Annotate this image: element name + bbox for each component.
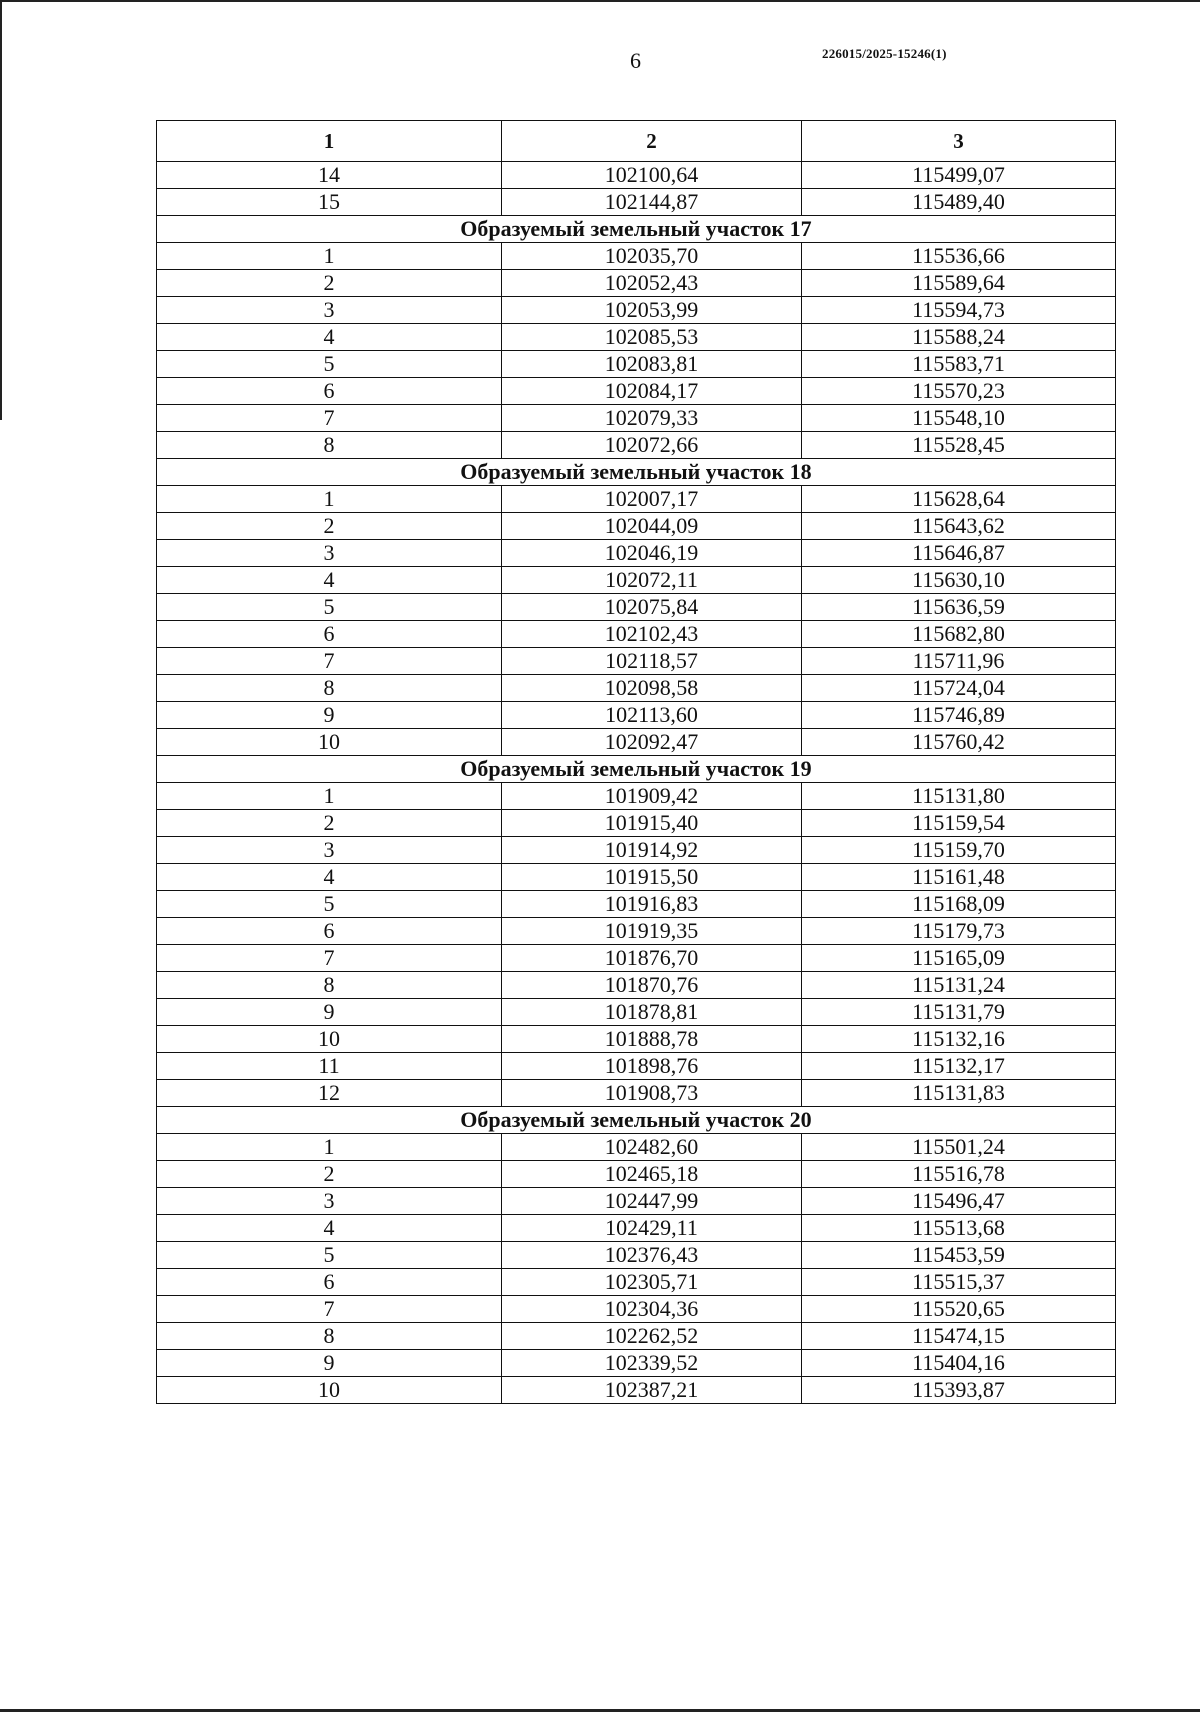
table-row <box>157 1269 1116 1296</box>
table-row <box>157 702 1116 729</box>
y-coordinate-cell: 115159,70 <box>802 837 1116 864</box>
point-number-cell: 7 <box>157 648 502 675</box>
y-coordinate-cell: 115499,07 <box>802 162 1116 189</box>
table-row <box>157 972 1116 999</box>
table-row <box>157 162 1116 189</box>
x-coordinate-cell: 101870,76 <box>502 972 802 999</box>
table-row <box>157 999 1116 1026</box>
section-row <box>157 1107 1116 1134</box>
point-number-cell: 5 <box>157 351 502 378</box>
x-coordinate-cell: 102072,66 <box>502 432 802 459</box>
y-coordinate-cell: 115131,79 <box>802 999 1116 1026</box>
table-row <box>157 594 1116 621</box>
y-coordinate-cell: 115179,73 <box>802 918 1116 945</box>
x-coordinate-cell: 102092,47 <box>502 729 802 756</box>
point-number-cell: 8 <box>157 1323 502 1350</box>
x-coordinate-cell: 102262,52 <box>502 1323 802 1350</box>
table-row <box>157 621 1116 648</box>
x-coordinate-cell: 102052,43 <box>502 270 802 297</box>
y-coordinate-cell: 115630,10 <box>802 567 1116 594</box>
table-row <box>157 405 1116 432</box>
y-coordinate-cell: 115131,83 <box>802 1080 1116 1107</box>
x-coordinate-cell: 102102,43 <box>502 621 802 648</box>
x-coordinate-cell: 102046,19 <box>502 540 802 567</box>
page-bottom-edge <box>0 1709 1200 1712</box>
table-row <box>157 864 1116 891</box>
y-coordinate-cell: 115636,59 <box>802 594 1116 621</box>
point-number-cell: 8 <box>157 972 502 999</box>
y-coordinate-cell: 115583,71 <box>802 351 1116 378</box>
table-row <box>157 1323 1116 1350</box>
page-top-edge <box>0 0 1200 2</box>
y-coordinate-cell: 115548,10 <box>802 405 1116 432</box>
point-number-cell: 6 <box>157 918 502 945</box>
point-number-cell: 2 <box>157 270 502 297</box>
y-coordinate-cell: 115760,42 <box>802 729 1116 756</box>
point-number-cell: 2 <box>157 810 502 837</box>
y-coordinate-cell: 115474,15 <box>802 1323 1116 1350</box>
x-coordinate-cell: 102305,71 <box>502 1269 802 1296</box>
y-coordinate-cell: 115161,48 <box>802 864 1116 891</box>
x-coordinate-cell: 102079,33 <box>502 405 802 432</box>
x-coordinate-cell: 102053,99 <box>502 297 802 324</box>
y-coordinate-cell: 115520,65 <box>802 1296 1116 1323</box>
y-coordinate-cell: 115496,47 <box>802 1188 1116 1215</box>
table-row <box>157 432 1116 459</box>
table-row <box>157 1377 1116 1404</box>
x-coordinate-cell: 102007,17 <box>502 486 802 513</box>
x-coordinate-cell: 102465,18 <box>502 1161 802 1188</box>
point-number-cell: 4 <box>157 567 502 594</box>
point-number-cell: 3 <box>157 297 502 324</box>
y-coordinate-cell: 115132,17 <box>802 1053 1116 1080</box>
point-number-cell: 1 <box>157 243 502 270</box>
point-number-cell: 6 <box>157 621 502 648</box>
point-number-cell: 10 <box>157 729 502 756</box>
point-number-cell: 5 <box>157 891 502 918</box>
y-coordinate-cell: 115513,68 <box>802 1215 1116 1242</box>
table-row <box>157 837 1116 864</box>
x-coordinate-cell: 102085,53 <box>502 324 802 351</box>
point-number-cell: 8 <box>157 675 502 702</box>
x-coordinate-cell: 101878,81 <box>502 999 802 1026</box>
page-left-edge <box>0 0 2 420</box>
x-coordinate-cell: 102387,21 <box>502 1377 802 1404</box>
x-coordinate-cell: 102429,11 <box>502 1215 802 1242</box>
point-number-cell: 6 <box>157 1269 502 1296</box>
point-number-cell: 8 <box>157 432 502 459</box>
y-coordinate-cell: 115168,09 <box>802 891 1116 918</box>
table-row <box>157 1026 1116 1053</box>
x-coordinate-cell: 102084,17 <box>502 378 802 405</box>
y-coordinate-cell: 115682,80 <box>802 621 1116 648</box>
y-coordinate-cell: 115501,24 <box>802 1134 1116 1161</box>
point-number-cell: 9 <box>157 999 502 1026</box>
y-coordinate-cell: 115643,62 <box>802 513 1116 540</box>
point-number-cell: 14 <box>157 162 502 189</box>
table-row <box>157 243 1116 270</box>
section-row <box>157 216 1116 243</box>
y-coordinate-cell: 115711,96 <box>802 648 1116 675</box>
point-number-cell: 4 <box>157 1215 502 1242</box>
x-coordinate-cell: 101915,50 <box>502 864 802 891</box>
x-coordinate-cell: 102098,58 <box>502 675 802 702</box>
x-coordinate-cell: 102144,87 <box>502 189 802 216</box>
y-coordinate-cell: 115131,80 <box>802 783 1116 810</box>
table-row <box>157 675 1116 702</box>
table-row <box>157 945 1116 972</box>
point-number-cell: 5 <box>157 1242 502 1269</box>
point-number-cell: 6 <box>157 378 502 405</box>
x-coordinate-cell: 101908,73 <box>502 1080 802 1107</box>
point-number-cell: 7 <box>157 945 502 972</box>
table-row <box>157 1242 1116 1269</box>
table-row <box>157 540 1116 567</box>
y-coordinate-cell: 115404,16 <box>802 1350 1116 1377</box>
y-coordinate-cell: 115489,40 <box>802 189 1116 216</box>
column-header-x: 2 <box>502 121 802 162</box>
table-row <box>157 189 1116 216</box>
x-coordinate-cell: 102339,52 <box>502 1350 802 1377</box>
point-number-cell: 7 <box>157 405 502 432</box>
y-coordinate-cell: 115131,24 <box>802 972 1116 999</box>
column-header-y: 3 <box>802 121 1116 162</box>
x-coordinate-cell: 102075,84 <box>502 594 802 621</box>
y-coordinate-cell: 115724,04 <box>802 675 1116 702</box>
table-row <box>157 1080 1116 1107</box>
y-coordinate-cell: 115589,64 <box>802 270 1116 297</box>
y-coordinate-cell: 115646,87 <box>802 540 1116 567</box>
table-header <box>157 121 1116 162</box>
x-coordinate-cell: 101876,70 <box>502 945 802 972</box>
x-coordinate-cell: 101915,40 <box>502 810 802 837</box>
table-row <box>157 270 1116 297</box>
x-coordinate-cell: 102376,43 <box>502 1242 802 1269</box>
y-coordinate-cell: 115516,78 <box>802 1161 1116 1188</box>
point-number-cell: 7 <box>157 1296 502 1323</box>
header-row <box>157 121 1116 162</box>
section-row <box>157 756 1116 783</box>
table-row <box>157 1296 1116 1323</box>
y-coordinate-cell: 115528,45 <box>802 432 1116 459</box>
table-row <box>157 729 1116 756</box>
x-coordinate-cell: 101916,83 <box>502 891 802 918</box>
table-row <box>157 1188 1116 1215</box>
table-row <box>157 513 1116 540</box>
point-number-cell: 10 <box>157 1377 502 1404</box>
table-row <box>157 918 1116 945</box>
table-row <box>157 891 1116 918</box>
table-row <box>157 1053 1116 1080</box>
x-coordinate-cell: 101888,78 <box>502 1026 802 1053</box>
x-coordinate-cell: 102304,36 <box>502 1296 802 1323</box>
point-number-cell: 2 <box>157 513 502 540</box>
x-coordinate-cell: 101909,42 <box>502 783 802 810</box>
point-number-cell: 1 <box>157 1134 502 1161</box>
table-row <box>157 378 1116 405</box>
section-title: Образуемый земельный участок 17 <box>157 216 1116 243</box>
coordinates-table-wrapper <box>156 120 1115 1404</box>
x-coordinate-cell: 102447,99 <box>502 1188 802 1215</box>
y-coordinate-cell: 115132,16 <box>802 1026 1116 1053</box>
y-coordinate-cell: 115453,59 <box>802 1242 1116 1269</box>
x-coordinate-cell: 102113,60 <box>502 702 802 729</box>
table-row <box>157 486 1116 513</box>
x-coordinate-cell: 102100,64 <box>502 162 802 189</box>
y-coordinate-cell: 115536,66 <box>802 243 1116 270</box>
table-row <box>157 351 1116 378</box>
section-title: Образуемый земельный участок 18 <box>157 459 1116 486</box>
point-number-cell: 9 <box>157 1350 502 1377</box>
coordinates-table <box>156 120 1116 1404</box>
table-row <box>157 783 1116 810</box>
y-coordinate-cell: 115570,23 <box>802 378 1116 405</box>
section-row <box>157 459 1116 486</box>
y-coordinate-cell: 115159,54 <box>802 810 1116 837</box>
x-coordinate-cell: 102072,11 <box>502 567 802 594</box>
table-body <box>157 162 1116 1404</box>
column-header-point: 1 <box>157 121 502 162</box>
x-coordinate-cell: 102482,60 <box>502 1134 802 1161</box>
table-row <box>157 324 1116 351</box>
x-coordinate-cell: 102083,81 <box>502 351 802 378</box>
point-number-cell: 5 <box>157 594 502 621</box>
point-number-cell: 15 <box>157 189 502 216</box>
point-number-cell: 12 <box>157 1080 502 1107</box>
point-number-cell: 3 <box>157 540 502 567</box>
document-number: 226015/2025-15246(1) <box>822 46 947 61</box>
y-coordinate-cell: 115393,87 <box>802 1377 1116 1404</box>
point-number-cell: 9 <box>157 702 502 729</box>
section-title: Образуемый земельный участок 20 <box>157 1107 1116 1134</box>
table-row <box>157 1134 1116 1161</box>
point-number-cell: 10 <box>157 1026 502 1053</box>
table-row <box>157 810 1116 837</box>
x-coordinate-cell: 102044,09 <box>502 513 802 540</box>
table-row <box>157 1161 1116 1188</box>
y-coordinate-cell: 115746,89 <box>802 702 1116 729</box>
table-row <box>157 1215 1116 1242</box>
point-number-cell: 4 <box>157 324 502 351</box>
table-row <box>157 1350 1116 1377</box>
point-number-cell: 1 <box>157 486 502 513</box>
table-row <box>157 648 1116 675</box>
table-row <box>157 297 1116 324</box>
x-coordinate-cell: 102118,57 <box>502 648 802 675</box>
point-number-cell: 2 <box>157 1161 502 1188</box>
point-number-cell: 4 <box>157 864 502 891</box>
table-row <box>157 567 1116 594</box>
x-coordinate-cell: 101898,76 <box>502 1053 802 1080</box>
point-number-cell: 3 <box>157 1188 502 1215</box>
y-coordinate-cell: 115628,64 <box>802 486 1116 513</box>
point-number-cell: 1 <box>157 783 502 810</box>
point-number-cell: 11 <box>157 1053 502 1080</box>
y-coordinate-cell: 115588,24 <box>802 324 1116 351</box>
page-number: 6 <box>630 48 641 73</box>
y-coordinate-cell: 115515,37 <box>802 1269 1116 1296</box>
section-title: Образуемый земельный участок 19 <box>157 756 1116 783</box>
y-coordinate-cell: 115165,09 <box>802 945 1116 972</box>
point-number-cell: 3 <box>157 837 502 864</box>
x-coordinate-cell: 101914,92 <box>502 837 802 864</box>
y-coordinate-cell: 115594,73 <box>802 297 1116 324</box>
x-coordinate-cell: 102035,70 <box>502 243 802 270</box>
x-coordinate-cell: 101919,35 <box>502 918 802 945</box>
